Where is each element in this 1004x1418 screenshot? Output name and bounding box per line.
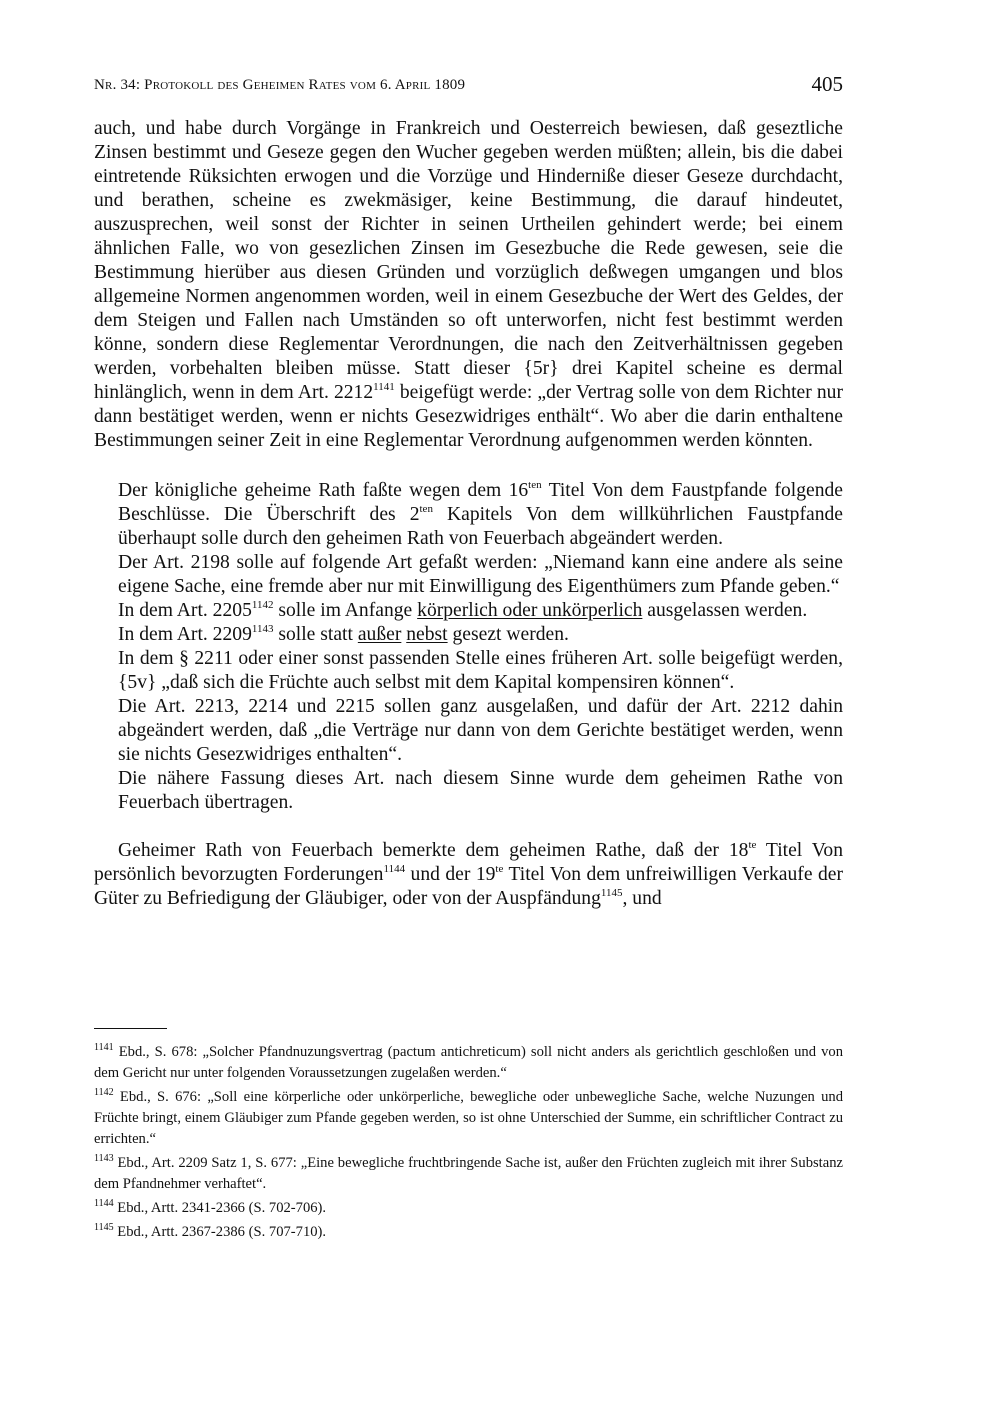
footnote-number: 1145 bbox=[94, 1222, 114, 1233]
footnote-number: 1141 bbox=[94, 1042, 114, 1053]
footnote-1141 bbox=[94, 1042, 843, 1084]
text: Der königliche geheime Rath faßte wegen dem 16 bbox=[118, 480, 529, 501]
footnote-1143 bbox=[94, 1153, 843, 1195]
underlined-text: nebst bbox=[406, 624, 448, 645]
running-head-title: Nr. 34: Protokoll des Geheimen Rates vom 6. April 1809 bbox=[94, 77, 466, 93]
resolution-2205 bbox=[118, 599, 843, 623]
text: Titel Von dem Faustpfande folgende Beschlüsse. Die Überschrift des 2 bbox=[118, 480, 843, 525]
text: gesezt werden. bbox=[447, 624, 569, 645]
footnote-number: 1142 bbox=[94, 1087, 114, 1098]
footnote-1145 bbox=[94, 1222, 843, 1243]
footnote-ref[interactable]: 1145 bbox=[600, 887, 623, 899]
text: Titel Von dem unfreiwilligen Verkaufe der Güter zu Befriedigung der Gläubiger, oder von der Auspfändung bbox=[94, 864, 843, 909]
resolution-2209 bbox=[118, 623, 843, 647]
footnote-ref[interactable]: 1142 bbox=[251, 599, 274, 611]
text: In dem Art. 2205 bbox=[118, 600, 252, 621]
text: solle im Anfange bbox=[273, 600, 418, 621]
running-head bbox=[94, 70, 843, 100]
text: In dem Art. 2209 bbox=[118, 624, 252, 645]
superscript: ten bbox=[528, 479, 542, 491]
footnote-separator bbox=[94, 1028, 167, 1029]
page-number: 405 bbox=[811, 72, 843, 96]
resolution-2211: In dem § 2211 oder einer sonst passenden Stelle eines früheren Art. solle beigefügt werden, {5v} „daß sich die Früchte auch selbst mit dem Kapital kompensiren können“. bbox=[118, 648, 843, 693]
footnote-text: Ebd., Artt. 2367-2386 (S. 707-710). bbox=[113, 1224, 327, 1240]
underlined-text: körperlich oder unkörperlich bbox=[417, 600, 643, 621]
text: Geheimer Rath von Feuerbach bemerkte dem geheimen Rathe, daß der 18 bbox=[118, 840, 749, 861]
superscript: ten bbox=[419, 503, 433, 515]
paragraph-3 bbox=[94, 839, 843, 911]
resolutions-block bbox=[94, 479, 843, 815]
footnote-1144 bbox=[94, 1198, 843, 1219]
text: Titel Von persönlich bevorzugten Forderungen bbox=[94, 840, 843, 885]
resolution-2198: Der Art. 2198 solle auf folgende Art gefaßt werden: „Niemand kann eine andere als seine eigene Sache, eine fremde aber nur mit Einwilligung des Eigenthümers zum Pfande geben.“ bbox=[118, 552, 843, 597]
text: auch, und habe durch Vorgänge in Frankreich und Oesterreich bewiesen, daß geseztliche Zinsen bestimmt und Geseze gegen den Wucher gegeben werden müßten; allein, bis die dabei eintretende Rüksichten erwogen und die Vorzüge und Hinderniße dieser Geseze durchdacht, und berathen, scheine es zwekmäsiger, keine Bestimmung, die darauf hindeutet, auszusprechen, weil sonst der Richter in seinen Urtheilen gehindert werde; bei einem ähnlichen Falle, wo von gesezlichen Zinsen im Gesezbuche die Rede gewesen, seie die Bestimmung hierüber aus diesen Gründen und vorzüglich deßwegen umgangen und blos allgemeine Normen angenommen worden, weil in einem Gesezbuche der Wert des Geldes, der dem Steigen und Fallen nach Umständen so oft unterworfen, nicht fest bestimmt werden könne, sondern diese Reglementar Verordnungen, die nach den Zeitverhältnissen gegeben werden, vorbehalten bleiben müsse. Statt dieser {5r} drei Kapitel scheine es dermal hinlänglich, wenn in dem Art. 2212 bbox=[94, 118, 843, 403]
page bbox=[94, 70, 843, 911]
footnote-text: Ebd., Art. 2209 Satz 1, S. 677: „Eine bewegliche fruchtbringende Sache ist, außer den Früchten zugleich mit ihrer Substanz dem Pfandnehmer verhaftet“. bbox=[94, 1155, 843, 1192]
text: solle statt bbox=[273, 624, 358, 645]
footnote-text: Ebd., S. 676: „Soll eine körperliche oder unkörperliche, bewegliche oder unbewegliche Sache, welche Nuzungen und Früchte bringt, einem Gläubiger zum Pfande gegeben werden, so ist ohne Unterschied der Summe, ein schriftlicher Contract zu errichten.“ bbox=[94, 1089, 843, 1147]
footnote-ref[interactable]: 1141 bbox=[373, 381, 395, 393]
text: beigefügt werde: „der Vertrag solle von dem Richter nur dann bestätiget werden, wenn er nichts Gesezwidriges enthält“. Wo aber die darin enthaltene Bestimmungen seiner Zeit in eine Reglementar Verordnung aufgenommen werden könnten. bbox=[94, 382, 843, 451]
resolution-intro bbox=[118, 479, 843, 551]
footnote-ref[interactable]: 1143 bbox=[251, 623, 274, 635]
text: Kapitels Von dem willkührlichen Faustpfande überhaupt solle durch den geheimen Rath von Feuerbach abgeändert werden. bbox=[118, 504, 843, 549]
text: , und bbox=[622, 888, 662, 909]
superscript: te bbox=[495, 863, 504, 875]
footnote-number: 1143 bbox=[94, 1153, 114, 1164]
text: ausgelassen werden. bbox=[642, 600, 808, 621]
underlined-text: außer bbox=[357, 624, 402, 645]
footnote-text: Ebd., Artt. 2341-2366 (S. 702-706). bbox=[113, 1200, 327, 1216]
text: und der 19 bbox=[405, 864, 496, 885]
footnote-ref[interactable]: 1144 bbox=[383, 863, 406, 875]
body-text bbox=[94, 117, 843, 911]
paragraph-1 bbox=[94, 117, 843, 453]
resolution-2213: Die Art. 2213, 2214 und 2215 sollen ganz ausgelaßen, und dafür der Art. 2212 dahin abgeändert werden, daß „die Verträge nur dann von dem Gerichte bestätiget werden, wenn sie nichts Gesezwidriges enthalten“. bbox=[118, 696, 843, 765]
footnote-number: 1144 bbox=[94, 1198, 114, 1209]
footnote-text: Ebd., S. 678: „Solcher Pfandnuzungsvertrag (pactum antichreticum) soll nicht anders als gerichtlich geschloßen und von dem Gericht nur unter folgenden Voraussetzungen zugelaßen werden.“ bbox=[94, 1044, 843, 1081]
footnotes bbox=[94, 1042, 843, 1246]
superscript: te bbox=[748, 839, 757, 851]
resolution-final: Die nähere Fassung dieses Art. nach diesem Sinne wurde dem geheimen Rathe von Feuerbach übertragen. bbox=[118, 768, 843, 813]
footnote-1142 bbox=[94, 1087, 843, 1150]
